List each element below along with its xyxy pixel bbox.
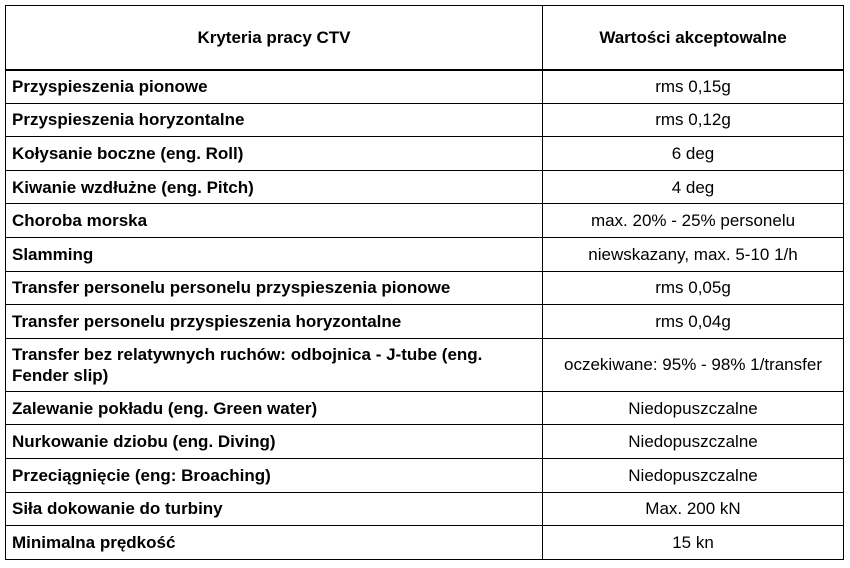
criteria-table-container — [5, 5, 844, 560]
table-row — [6, 492, 844, 526]
table-row — [6, 103, 844, 137]
criterion-cell: Slamming — [6, 237, 543, 271]
value-cell: rms 0,15g — [543, 70, 844, 104]
table-row — [6, 70, 844, 104]
criterion-cell: Choroba morska — [6, 204, 543, 238]
criterion-cell: Zalewanie pokładu (eng. Green water) — [6, 391, 543, 425]
criterion-cell: Minimalna prędkość — [6, 526, 543, 560]
criterion-cell: Transfer bez relatywnych ruchów: odbojnica - J-tube (eng. Fender slip) — [6, 338, 543, 391]
table-row — [6, 338, 844, 391]
header-criteria: Kryteria pracy CTV — [6, 6, 543, 70]
criterion-cell: Kołysanie boczne (eng. Roll) — [6, 137, 543, 171]
table-row — [6, 137, 844, 171]
value-cell: rms 0,05g — [543, 271, 844, 305]
criterion-cell: Transfer personelu przyspieszenia horyzontalne — [6, 305, 543, 339]
header-acceptable-values: Wartości akceptowalne — [543, 6, 844, 70]
value-cell: max. 20% - 25% personelu — [543, 204, 844, 238]
value-cell: 15 kn — [543, 526, 844, 560]
table-row — [6, 204, 844, 238]
value-cell: niewskazany, max. 5-10 1/h — [543, 237, 844, 271]
ctv-criteria-table — [5, 5, 844, 560]
value-cell: rms 0,04g — [543, 305, 844, 339]
criterion-cell: Kiwanie wzdłużne (eng. Pitch) — [6, 170, 543, 204]
table-row — [6, 237, 844, 271]
table-row — [6, 458, 844, 492]
table-row — [6, 526, 844, 560]
table-row — [6, 271, 844, 305]
value-cell: Niedopuszczalne — [543, 391, 844, 425]
table-row — [6, 425, 844, 459]
table-row — [6, 170, 844, 204]
value-cell: Max. 200 kN — [543, 492, 844, 526]
table-header-row — [6, 6, 844, 70]
criterion-cell: Przyspieszenia horyzontalne — [6, 103, 543, 137]
criterion-cell: Nurkowanie dziobu (eng. Diving) — [6, 425, 543, 459]
value-cell: 4 deg — [543, 170, 844, 204]
value-cell: oczekiwane: 95% - 98% 1/transfer — [543, 338, 844, 391]
criterion-cell: Przyspieszenia pionowe — [6, 70, 543, 104]
value-cell: Niedopuszczalne — [543, 458, 844, 492]
value-cell: rms 0,12g — [543, 103, 844, 137]
value-cell: 6 deg — [543, 137, 844, 171]
criterion-cell: Transfer personelu personelu przyspieszenia pionowe — [6, 271, 543, 305]
criterion-cell: Przeciągnięcie (eng: Broaching) — [6, 458, 543, 492]
table-row — [6, 391, 844, 425]
criterion-cell: Siła dokowanie do turbiny — [6, 492, 543, 526]
value-cell: Niedopuszczalne — [543, 425, 844, 459]
table-row — [6, 305, 844, 339]
